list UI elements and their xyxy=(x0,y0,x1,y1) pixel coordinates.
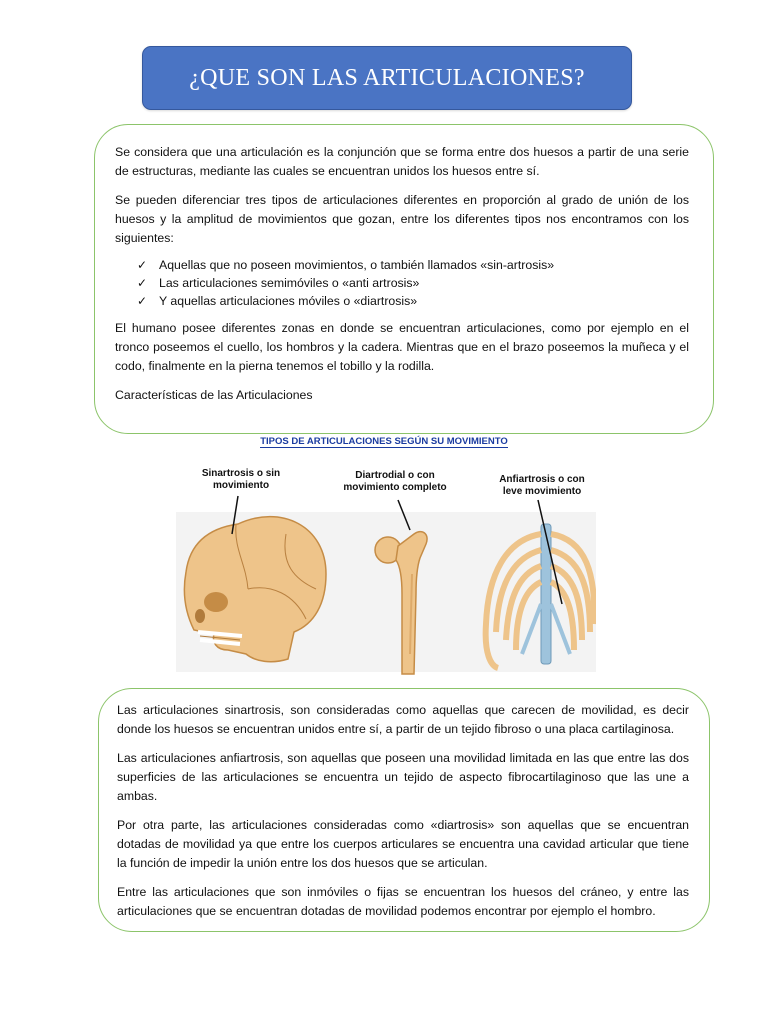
details-box xyxy=(98,688,710,932)
page-title: ¿QUE SON LAS ARTICULACIONES? xyxy=(189,64,585,91)
list-item-text: Aquellas que no poseen movimientos, o también llamados «sin-artrosis» xyxy=(159,258,555,272)
list-item-text: Las articulaciones semimóviles o «anti artrosis» xyxy=(159,276,420,290)
details-paragraph-2: Las articulaciones anfiartrosis, son aquellas que poseen una movilidad limitada en las que entre las dos superficies de las articulaciones se encuentra un tejido de aspecto fibrocartilaginoso que las une a ambas. xyxy=(117,751,689,803)
intro-paragraph-2: Se pueden diferenciar tres tipos de articulaciones diferentes en proporción al grado de unión de los huesos y la amplitud de movimientos que gozan, entre los diferentes tipos nos encontramos con los siguientes: xyxy=(115,193,689,245)
list-item xyxy=(137,274,689,292)
title-banner xyxy=(142,46,632,110)
intro-paragraph-3: El humano posee diferentes zonas en donde se encuentran articulaciones, como por ejemplo en el tronco poseemos el cuello, los hombros y la cadera. Mientras que en el brazo poseemos la muñeca y el codo, finalmente en la pierna tenemos el tobillo y la rodilla. xyxy=(115,321,689,373)
intro-paragraph-1: Se considera que una articulación es la conjunción que se forma entre dos huesos a partir de una serie de estructuras, mediante las cuales se encuentran unidos los huesos entre sí. xyxy=(115,145,689,178)
joint-types-figure xyxy=(176,454,596,684)
details-paragraph-1: Las articulaciones sinartrosis, son consideradas como aquellas que carecen de movilidad, es decir donde los huesos se encuentran unidos entre sí, a partir de un tejido fibroso o una placa cartilaginosa. xyxy=(117,703,689,736)
bones-illustration xyxy=(176,454,596,684)
joint-types-list xyxy=(115,256,689,310)
intro-box xyxy=(94,124,714,434)
label-anfiartrosis: Anfiartrosis o con leve movimiento xyxy=(499,474,585,497)
label-sinartrosis: Sinartrosis o sin movimiento xyxy=(201,468,281,491)
details-paragraph-4: Entre las articulaciones que son inmóviles o fijas se encuentran los huesos del cráneo, y entre las articulaciones que se encuentran dotadas de movilidad podemos encontrar por ejemplo el hombro. xyxy=(117,885,689,918)
list-item xyxy=(137,256,689,274)
list-item-text: Y aquellas articulaciones móviles o «diartrosis» xyxy=(159,294,418,308)
intro-paragraph-4: Características de las Articulaciones xyxy=(115,388,313,402)
details-paragraph-3: Por otra parte, las articulaciones consideradas como «diartrosis» son aquellas que se encuentran dotadas de movilidad ya que entre los cuerpos articulares se encuentra una cavidad articular que tiene la función de impedir la unión entre los dos huesos que se articulan. xyxy=(117,818,689,870)
checkmark-icon: ✓ xyxy=(137,258,148,272)
label-diartrodial: Diartrodial o con movimiento completo xyxy=(343,470,447,493)
checkmark-icon: ✓ xyxy=(137,276,148,290)
figure-title: TIPOS DE ARTICULACIONES SEGÚN SU MOVIMIENTO xyxy=(260,436,508,447)
list-item xyxy=(137,292,689,310)
checkmark-icon: ✓ xyxy=(137,294,148,308)
